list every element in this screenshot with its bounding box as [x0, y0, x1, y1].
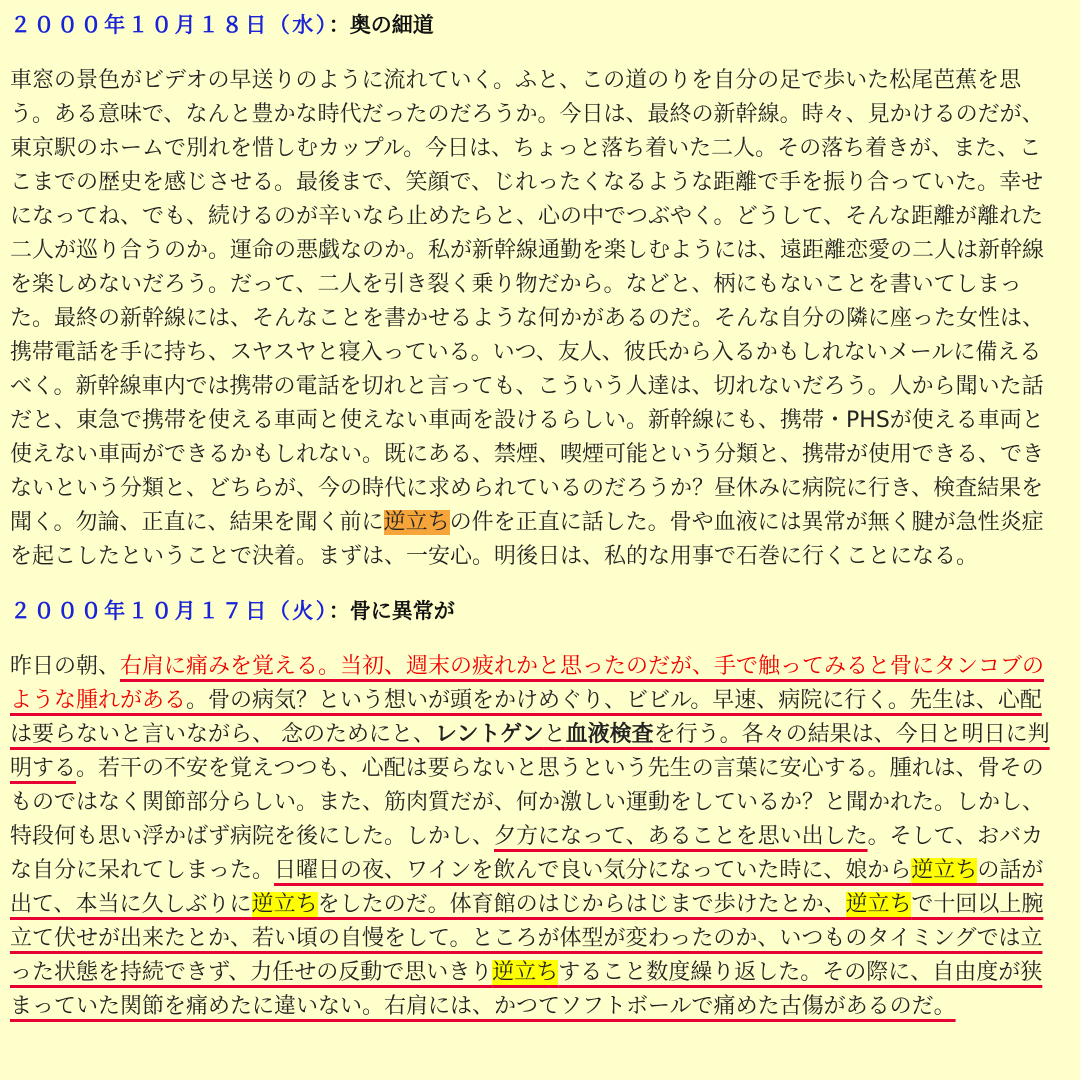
text-line: こまでの歴史を感じさせる。最後まで、笑顔で、じれったくなるような距離で手を振り合っていた。幸せ: [10, 170, 1044, 195]
text-segment: 。若干の不安を覚えつつも、心配は要らないと思うという先生の言葉に安心する。腫れは、骨その: [76, 756, 1044, 781]
emphasized-text: ような腫れがある: [10, 688, 187, 713]
text-line: を起こしたということで決着。まずは、一安心。明後日は、私的な用事で石巻に行くことになる。: [10, 544, 979, 569]
text-line: [10, 888, 1070, 922]
text-line: [10, 684, 1070, 718]
text-line: た。最終の新幹線には、そんなことを書かせるような何かがあるのだ。そんな自分の隣に座った女性は、: [10, 306, 1045, 331]
text-line: 使えない車両ができるかもしれない。既にある、禁煙、喫煙可能という分類と、携帯が使用できる、でき: [10, 442, 1045, 467]
text-line: を楽しめないだろう。だって、二人を引き裂く乗り物だから。などと、柄にもないことを書いてしまっ: [10, 272, 1022, 297]
diary-entry: [10, 0, 1070, 574]
underlined-text: の話が: [977, 858, 1044, 883]
highlighted-keyword: 逆立ち: [845, 892, 912, 917]
text-line: になってね、でも、続けるのが辛いなら止めたらと、心の中でつぶやく。どうして、そんな距離が離れた: [10, 204, 1044, 229]
diary-page: [10, 0, 1070, 1024]
underlined-text: 日曜日の夜、ワインを飲んで良い気分になっていた時に、娘から: [274, 858, 912, 883]
underlined-text: 。骨の病気？という想いが頭をかけめぐり、ビビル。早速、病院に行く。先生は、心配: [186, 688, 1042, 713]
entry-title: 奥の細道: [349, 13, 434, 37]
highlighted-keyword: 逆立ち: [911, 858, 978, 883]
text-line: [10, 990, 1070, 1024]
text-line: 携帯電話を手に持ち、スヤスヤと寝入っている。いつ、友人、彼氏から入るかもしれないメールに備える: [10, 340, 1042, 365]
text-line: [10, 922, 1070, 956]
entry-separator: ：: [328, 13, 350, 37]
text-line: [10, 718, 1070, 752]
underlined-text: 夕方になって、あることを思い出した: [494, 824, 868, 849]
text-line: 車窓の景色がビデオの早送りのように流れていく。ふと、この道のりを自分の足で歩いた松尾芭蕉を思: [10, 68, 1022, 93]
text-line: ないという分類と、どちらが、今の時代に求められているのだろうか？昼休みに病院に行き、検査結果を: [10, 476, 1044, 501]
underlined-text: と: [543, 722, 566, 747]
entry-separator: ：: [328, 599, 350, 623]
underlined-text: 出て、本当に久しぶりに: [10, 892, 252, 917]
entry-date: ２０００年１０月１８日（水）: [10, 13, 329, 37]
text-line: [10, 854, 1070, 888]
text-line: う。ある意味で、なんと豊かな時代だったのだろうか。今日は、最終の新幹線。時々、見かけるのだが、: [10, 102, 1044, 127]
highlighted-keyword: 逆立ち: [383, 510, 450, 535]
emphasized-text: 右肩に痛みを覚える。当初、週末の疲れかと思ったのだが、手で触ってみると骨にタンコブの: [120, 654, 1045, 679]
text-line: べく。新幹線車内では携帯の電話を切れと言っても、こういう人達は、切れないだろう。人から聞いた話: [10, 374, 1044, 399]
text-line: [10, 506, 1070, 540]
entry-title: 骨に異常が: [349, 599, 455, 623]
underlined-text: まっていた関節を痛めたに違いない。右肩には、かつてソフトボールで痛めた古傷があるのだ。: [10, 994, 956, 1019]
entry-body: [10, 64, 1070, 574]
text-segment: な自分に呆れてしまった。: [10, 858, 275, 883]
underlined-text: は要らないと言いながら、 念のためにと、: [10, 722, 435, 747]
text-segment: 特段何も思い浮かばず病院を後にした。しかし、: [10, 824, 495, 849]
entry-header: [10, 586, 1070, 636]
text-line: [10, 752, 1070, 786]
text-line: 東京駅のホームで別れを惜しむカップル。今日は、ちょっと落ち着いた二人。その落ち着きが、また、こ: [10, 136, 1042, 161]
text-line: 二人が巡り合うのか。運命の悪戯なのか。私が新幹線通勤を楽しむようには、遠距離恋愛の二人は新幹線: [10, 238, 1045, 263]
bold-keyword: 血液検査: [565, 722, 654, 747]
text-line: ものではなく関節部分らしい。また、筋肉質だが、何か激しい運動をしているか？と聞かれた。しかし、: [10, 790, 1045, 815]
underlined-text: った状態を持続できず、力任せの反動で思いきり: [10, 960, 493, 985]
entry-date: ２０００年１０月１７日（火）: [10, 599, 329, 623]
underlined-text: で十回以上腕: [911, 892, 1044, 917]
entry-header: [10, 0, 1070, 50]
text-segment: 聞く。勿論、正直に、結果を聞く前に: [10, 510, 384, 535]
text-line: だと、東急で携帯を使える車両と使えない車両を設けるらしい。新幹線にも、携帯・PHSが使える車両と: [10, 408, 1044, 433]
text-line: [10, 650, 1070, 684]
highlighted-keyword: 逆立ち: [251, 892, 318, 917]
underlined-text: を行う。各々の結果は、今日と明日に判: [653, 722, 1050, 747]
underlined-text: をしたのだ。体育館のはじからはじまで歩けたとか、: [317, 892, 846, 917]
entry-body: [10, 650, 1070, 1024]
text-segment: の件を正直に話した。骨や血液には異常が無く腱が急性炎症: [449, 510, 1044, 535]
underlined-text: すること数度繰り返した。その際に、自由度が狭: [558, 960, 1043, 985]
underlined-text: 立て伏せが出来たとか、若い頃の自慢をして。ところが体型が変わったのか、いつものタイミングでは立: [10, 926, 1043, 951]
diary-entry: [10, 586, 1070, 1024]
bold-keyword: レントゲン: [435, 722, 544, 747]
text-line: [10, 956, 1070, 990]
text-segment: 昨日の朝、: [10, 654, 121, 679]
text-line: [10, 820, 1070, 854]
underlined-text: 明する: [10, 756, 77, 781]
text-segment: 。そして、おバカ: [867, 824, 1044, 849]
highlighted-keyword: 逆立ち: [492, 960, 559, 985]
